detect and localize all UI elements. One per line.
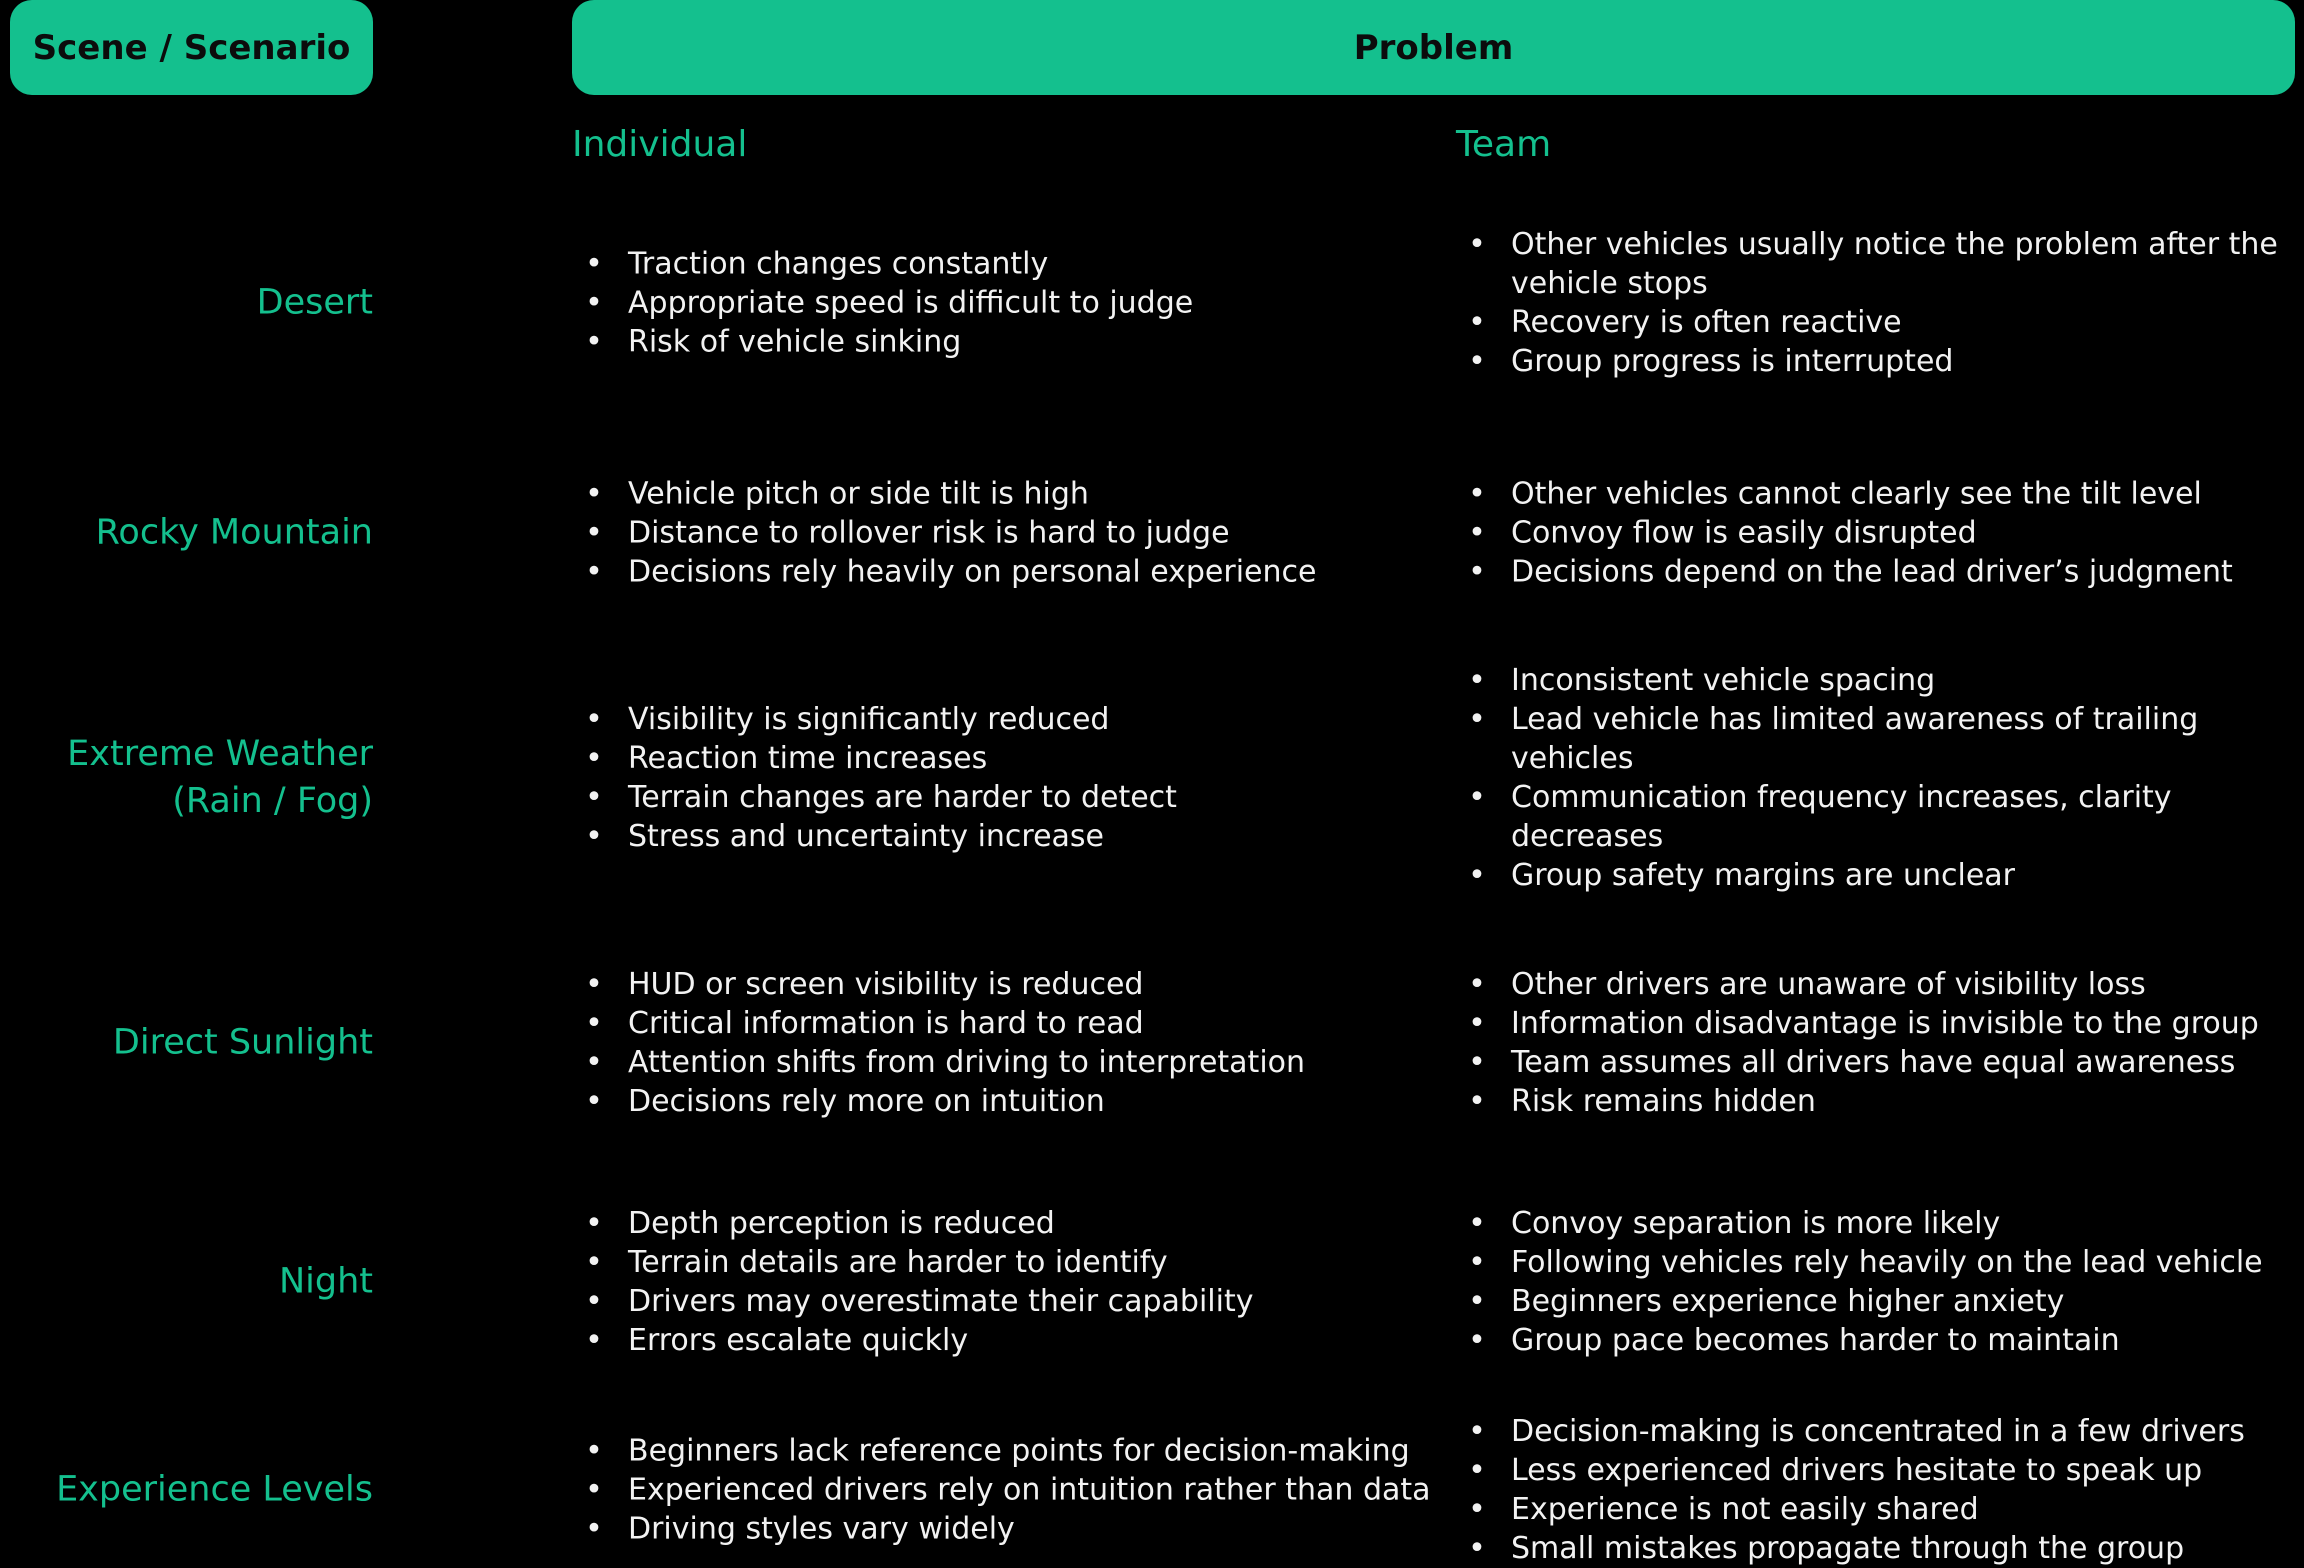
list-item: • Decisions rely more on intuition	[584, 1082, 1444, 1121]
list-item: • Risk remains hidden	[1467, 1082, 2297, 1121]
list-item: • Beginners lack reference points for decision-making	[584, 1432, 1444, 1471]
list-item: • Beginners experience higher anxiety	[1467, 1282, 2297, 1321]
list-item: • Reaction time increases	[584, 739, 1444, 778]
individual-problem-list	[584, 965, 1444, 1121]
list-item: • Traction changes constantly	[584, 245, 1444, 284]
scene-label-line: Rocky Mountain	[95, 512, 373, 553]
list-item: • Terrain details are harder to identify	[584, 1243, 1444, 1282]
list-item: • Communication frequency increases, clarity decreases	[1467, 778, 2297, 856]
list-item: • Other vehicles cannot clearly see the tilt level	[1467, 475, 2297, 514]
list-item: • Decisions depend on the lead driver’s judgment	[1467, 553, 2297, 592]
scene-label	[67, 731, 373, 825]
scene-label	[56, 1467, 373, 1514]
list-item: • Experienced drivers rely on intuition rather than data	[584, 1471, 1444, 1510]
list-item: • Errors escalate quickly	[584, 1321, 1444, 1360]
team-problem-list	[1467, 1204, 2297, 1360]
list-item: • Inconsistent vehicle spacing	[1467, 661, 2297, 700]
list-item: • Small mistakes propagate through the group	[1467, 1529, 2297, 1568]
list-item: • Decisions rely heavily on personal experience	[584, 553, 1444, 592]
list-item: • Appropriate speed is difficult to judge	[584, 284, 1444, 323]
list-item: • Critical information is hard to read	[584, 1004, 1444, 1043]
list-item: • Group progress is interrupted	[1467, 342, 2297, 381]
list-item: • Experience is not easily shared	[1467, 1490, 2297, 1529]
scene-label-line: Extreme Weather	[67, 734, 373, 774]
list-item: • Risk of vehicle sinking	[584, 323, 1444, 362]
list-item: • Terrain changes are harder to detect	[584, 778, 1444, 817]
list-item: • Attention shifts from driving to interpretation	[584, 1043, 1444, 1082]
scene-label-line: Direct Sunlight	[112, 1022, 373, 1063]
list-item: • Visibility is significantly reduced	[584, 700, 1444, 739]
list-item: • Distance to rollover risk is hard to judge	[584, 514, 1444, 553]
list-item: • Drivers may overestimate their capability	[584, 1282, 1444, 1321]
list-item: • Decision-making is concentrated in a few drivers	[1467, 1412, 2297, 1451]
scene-label	[279, 1259, 373, 1306]
individual-problem-list	[584, 1432, 1444, 1549]
scene-scenario-header-label: Scene / Scenario	[32, 27, 351, 68]
list-item: • Other drivers are unaware of visibility loss	[1467, 965, 2297, 1004]
list-item: • HUD or screen visibility is reduced	[584, 965, 1444, 1004]
list-item: • Following vehicles rely heavily on the lead vehicle	[1467, 1243, 2297, 1282]
team-problem-list	[1467, 1412, 2297, 1568]
team-problem-list	[1467, 661, 2297, 895]
list-item: • Group safety margins are unclear	[1467, 856, 2297, 895]
list-item: • Team assumes all drivers have equal awareness	[1467, 1043, 2297, 1082]
problem-header-label: Problem	[1353, 27, 1514, 68]
individual-problem-list	[584, 245, 1444, 362]
team-problem-list	[1467, 475, 2297, 592]
team-problem-list	[1467, 965, 2297, 1121]
team-column-heading: Team	[1456, 124, 1552, 165]
team-problem-list	[1467, 225, 2297, 381]
list-item: • Convoy flow is easily disrupted	[1467, 514, 2297, 553]
problem-header	[572, 0, 2295, 95]
scene-label-line: (Rain / Fog)	[172, 781, 373, 821]
scene-label	[96, 510, 373, 557]
list-item: • Driving styles vary widely	[584, 1510, 1444, 1549]
scene-label-line: Night	[278, 1261, 373, 1302]
list-item: • Information disadvantage is invisible to the group	[1467, 1004, 2297, 1043]
list-item: • Vehicle pitch or side tilt is high	[584, 475, 1444, 514]
individual-problem-list	[584, 475, 1444, 592]
scene-scenario-header	[10, 0, 373, 95]
list-item: • Lead vehicle has limited awareness of trailing vehicles	[1467, 700, 2297, 778]
list-item: • Recovery is often reactive	[1467, 303, 2297, 342]
individual-column-heading: Individual	[572, 124, 748, 165]
list-item: • Other vehicles usually notice the problem after the vehicle stops	[1467, 225, 2297, 303]
list-item: • Depth perception is reduced	[584, 1204, 1444, 1243]
list-item: • Group pace becomes harder to maintain	[1467, 1321, 2297, 1360]
individual-problem-list	[584, 700, 1444, 856]
scene-label-line: Desert	[256, 282, 373, 323]
individual-problem-list	[584, 1204, 1444, 1360]
list-item: • Convoy separation is more likely	[1467, 1204, 2297, 1243]
scene-label	[113, 1020, 373, 1067]
scene-label-line: Experience Levels	[56, 1469, 373, 1510]
list-item: • Less experienced drivers hesitate to speak up	[1467, 1451, 2297, 1490]
scene-label	[257, 280, 373, 327]
list-item: • Stress and uncertainty increase	[584, 817, 1444, 856]
